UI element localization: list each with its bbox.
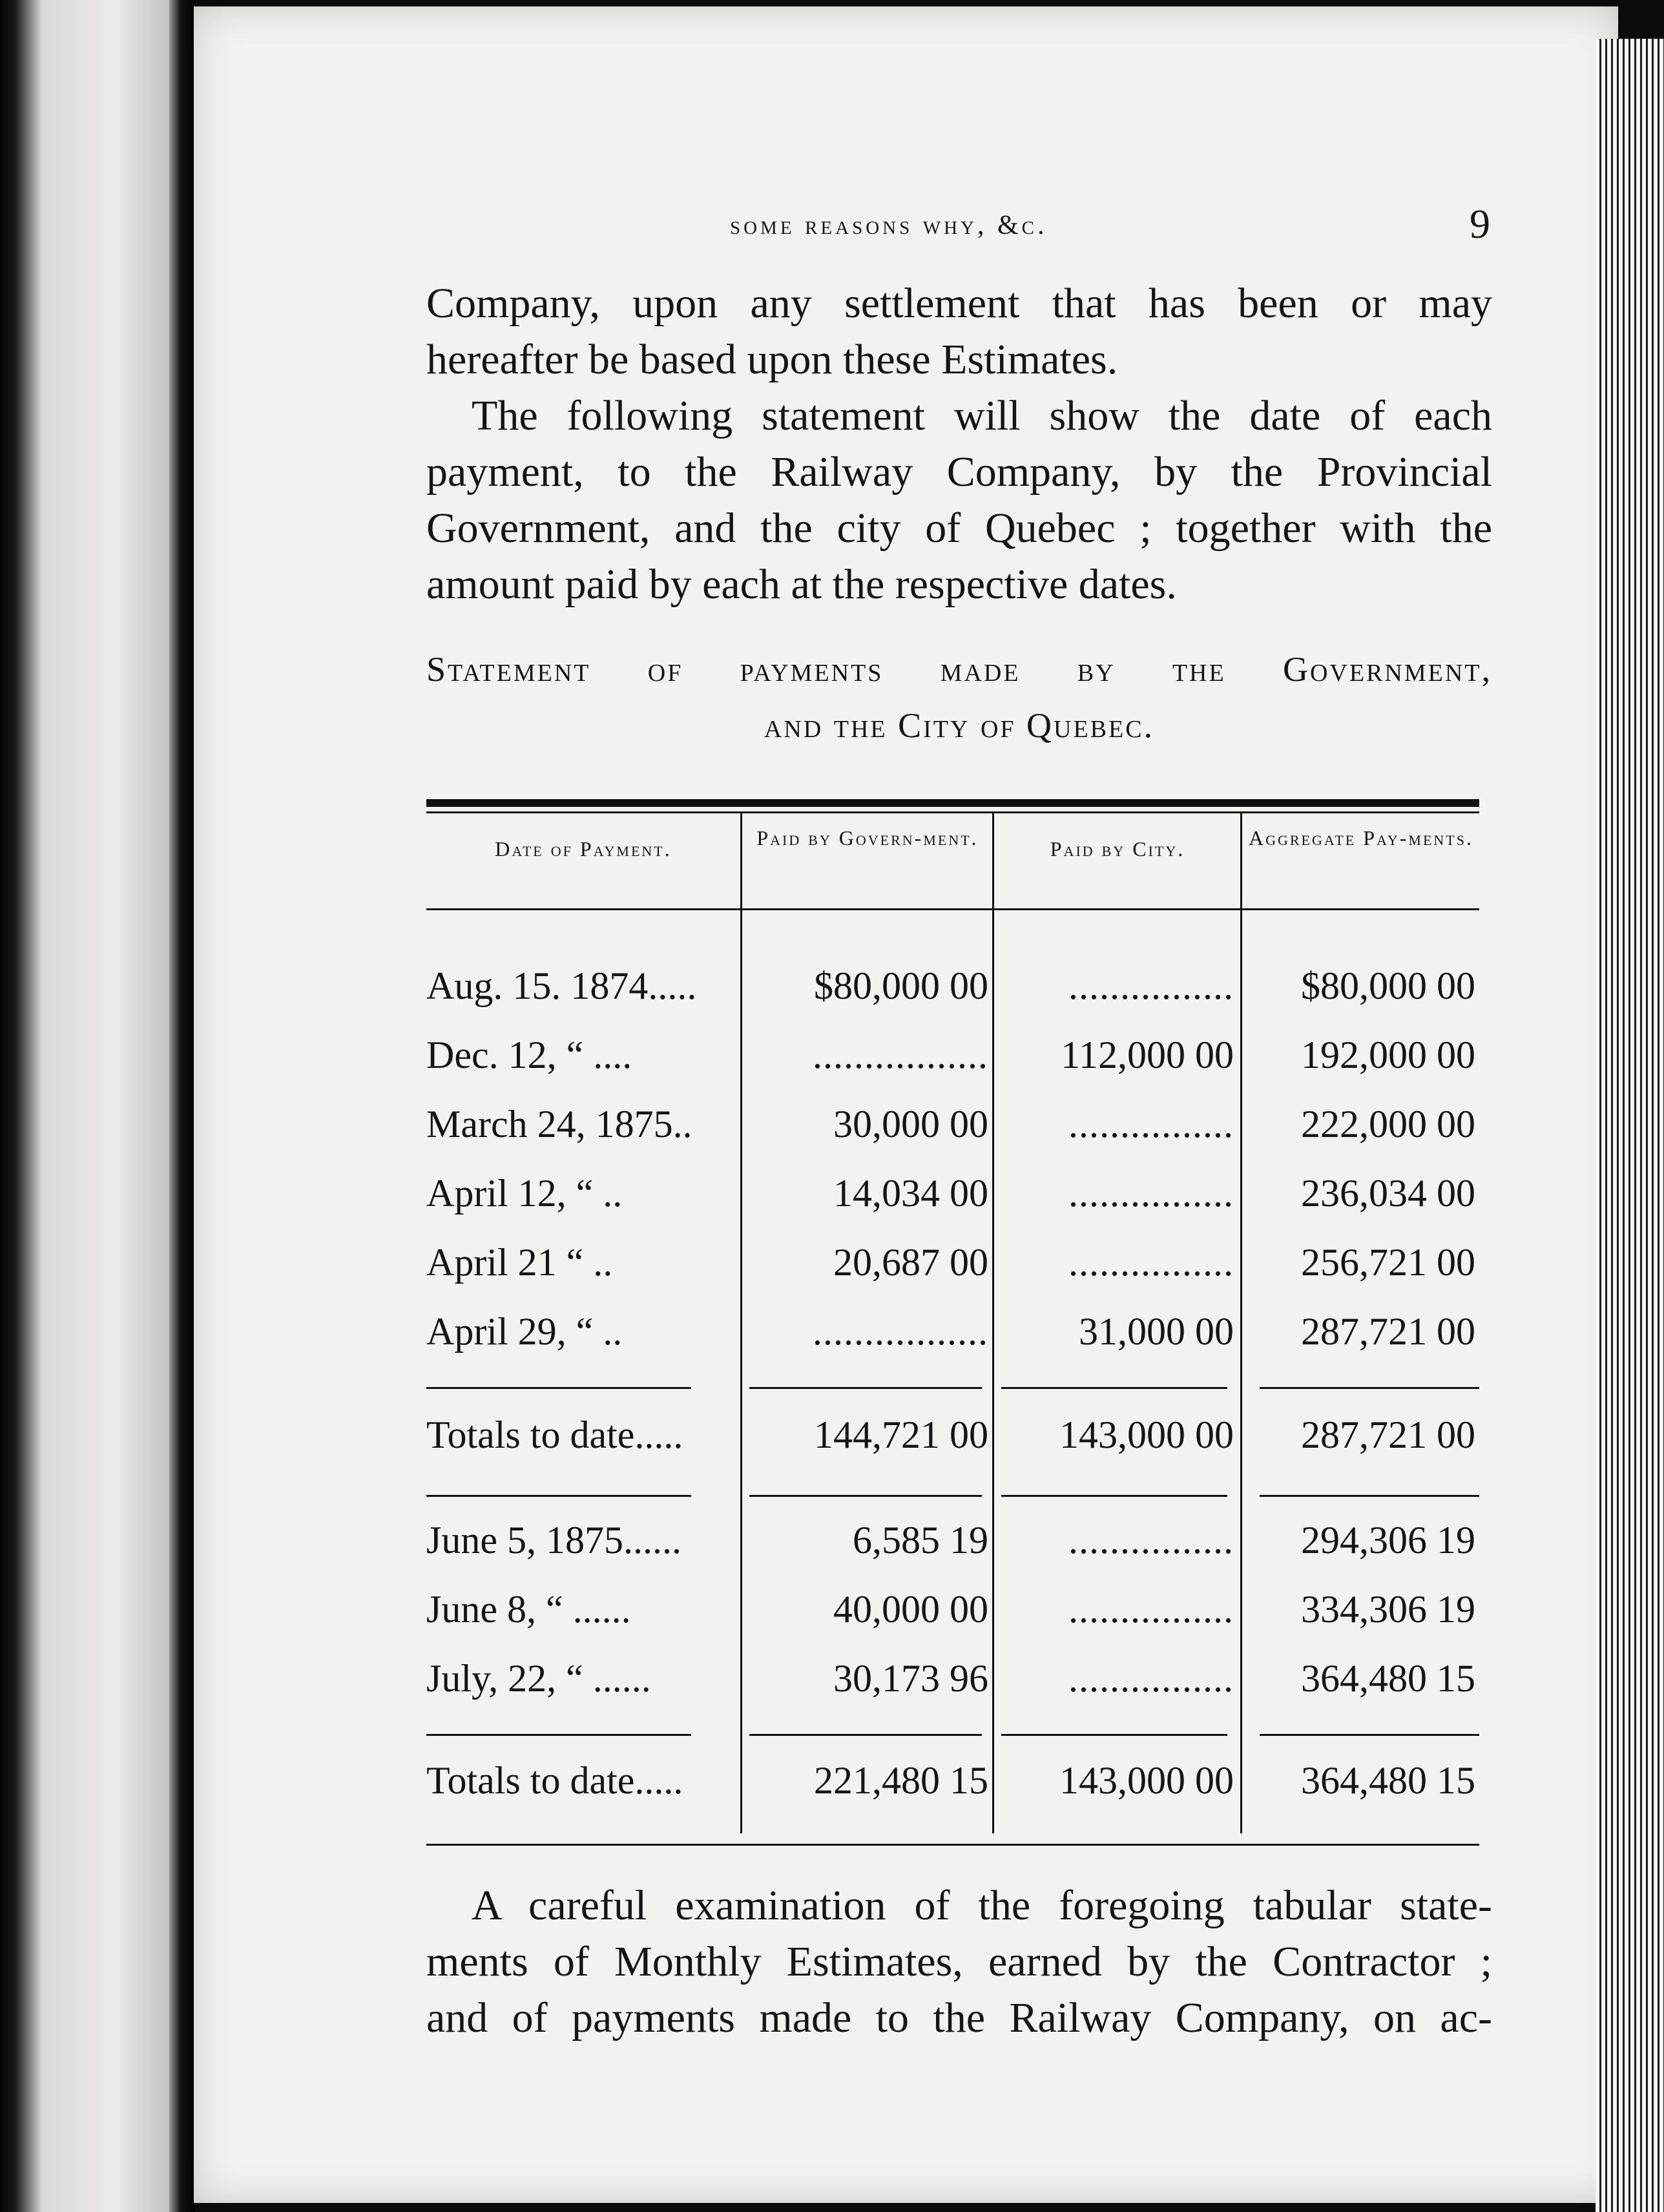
- total-row: [426, 1758, 1479, 1823]
- book-spine: [169, 0, 195, 2212]
- header-city: Paid by City.: [1050, 837, 1185, 861]
- separator-rule: [1001, 1734, 1227, 1736]
- table-row: [426, 1033, 1479, 1098]
- separator-rule: [1001, 1387, 1227, 1389]
- separator-rule: [749, 1495, 982, 1497]
- table-top-thin-rule: [426, 811, 1479, 813]
- cell-aggregate: 287,721 00: [1301, 1310, 1475, 1353]
- cell-city: ................: [1068, 1103, 1234, 1145]
- header-rule: [426, 908, 1479, 910]
- table-row: [426, 1656, 1479, 1721]
- header-date: Date of Payment.: [495, 837, 672, 861]
- separator-rule: [426, 1387, 691, 1389]
- cell-city: ................: [1068, 1241, 1234, 1284]
- cell-aggregate: 287,721 00: [1301, 1414, 1475, 1456]
- cell-government: 144,721 00: [814, 1414, 988, 1456]
- cell-government: 30,000 00: [833, 1103, 988, 1145]
- cell-city: 112,000 00: [1061, 1034, 1234, 1076]
- cell-aggregate: 294,306 19: [1301, 1519, 1475, 1561]
- table-row: [426, 1309, 1479, 1374]
- cell-aggregate: 334,306 19: [1301, 1588, 1475, 1631]
- separator-rule: [1260, 1734, 1479, 1736]
- table-bottom-rule: [426, 1844, 1479, 1846]
- cell-date: Dec. 12, “ ....: [426, 1034, 632, 1076]
- cell-city: ................: [1068, 1657, 1234, 1700]
- cell-government: .................: [813, 1034, 988, 1076]
- cell-date: Totals to date.....: [426, 1759, 683, 1802]
- intro-line: Company, upon any settlement that has been or may: [426, 280, 1492, 327]
- cell-date: July, 22, “ ......: [426, 1657, 651, 1700]
- cell-date: June 8, “ ......: [426, 1588, 631, 1631]
- table-caption-line-1: Statement of payments made by the Government,: [426, 650, 1492, 689]
- cell-city: ................: [1068, 1172, 1234, 1215]
- page-number: 9: [1470, 201, 1490, 247]
- cell-date: April 29, “ ..: [426, 1310, 623, 1353]
- facing-page-edge: [0, 0, 191, 2212]
- payments-table: [426, 789, 1492, 1855]
- table-row: [426, 1102, 1479, 1167]
- header-aggregate: Aggregate Pay-ments.: [1249, 826, 1473, 850]
- intro-line: The following statement will show the date of each: [472, 392, 1492, 439]
- cell-city: 143,000 00: [1059, 1759, 1234, 1802]
- cell-government: 6,585 19: [853, 1519, 988, 1561]
- table-row: [426, 1240, 1479, 1305]
- cell-government: 221,480 15: [814, 1759, 988, 1802]
- cell-date: Aug. 15. 1874.....: [426, 965, 697, 1007]
- cell-aggregate: 364,480 15: [1301, 1759, 1475, 1802]
- cell-city: 31,000 00: [1079, 1310, 1234, 1353]
- separator-rule: [749, 1734, 982, 1736]
- cell-government: $80,000 00: [814, 965, 988, 1007]
- separator-rule: [1260, 1495, 1479, 1497]
- cell-government: 20,687 00: [833, 1241, 988, 1284]
- closing-line: and of payments made to the Railway Company, on ac-: [426, 1994, 1492, 2041]
- cell-city: ................: [1068, 1588, 1234, 1631]
- table-row: [426, 964, 1479, 1028]
- table-top-rule: [426, 799, 1479, 807]
- separator-rule: [1001, 1495, 1227, 1497]
- cell-government: .................: [813, 1310, 988, 1353]
- cell-aggregate: 364,480 15: [1301, 1657, 1475, 1700]
- cell-government: 30,173 96: [833, 1657, 988, 1700]
- cell-date: Totals to date.....: [426, 1414, 683, 1456]
- cell-government: 40,000 00: [833, 1588, 988, 1631]
- table-row: [426, 1587, 1479, 1652]
- cell-date: April 12, “ ..: [426, 1172, 623, 1215]
- cell-aggregate: 236,034 00: [1301, 1172, 1475, 1215]
- cell-government: 14,034 00: [833, 1172, 988, 1215]
- intro-line: payment, to the Railway Company, by the Provincial: [426, 448, 1492, 496]
- intro-line: amount paid by each at the respective dates.: [426, 561, 1177, 608]
- cell-date: March 24, 1875..: [426, 1103, 692, 1145]
- cell-date: April 21 “ ..: [426, 1241, 613, 1284]
- intro-line: Government, and the city of Quebec ; together with the: [426, 505, 1492, 552]
- table-row: [426, 1518, 1479, 1583]
- cell-city: ................: [1068, 965, 1234, 1007]
- page-fore-edge: [1596, 39, 1664, 2212]
- separator-rule: [426, 1734, 691, 1736]
- separator-rule: [1260, 1387, 1479, 1389]
- cell-city: 143,000 00: [1059, 1414, 1234, 1456]
- separator-rule: [426, 1495, 691, 1497]
- cell-city: ................: [1068, 1519, 1234, 1561]
- cell-date: June 5, 1875......: [426, 1519, 681, 1561]
- running-head: some reasons why, &c.: [730, 211, 1048, 240]
- cell-aggregate: 192,000 00: [1301, 1034, 1475, 1076]
- separator-rule: [749, 1387, 982, 1389]
- cell-aggregate: 256,721 00: [1301, 1241, 1475, 1284]
- cell-aggregate: $80,000 00: [1301, 965, 1475, 1007]
- table-row: [426, 1171, 1479, 1236]
- cell-aggregate: 222,000 00: [1301, 1103, 1475, 1145]
- table-caption-line-2: and the City of Quebec.: [764, 706, 1155, 745]
- closing-line: ments of Monthly Estimates, earned by the Contractor ;: [426, 1938, 1492, 1985]
- intro-line: hereafter be based upon these Estimates.: [426, 336, 1118, 383]
- closing-line: A careful examination of the foregoing tabular state-: [472, 1882, 1492, 1929]
- subtotal-row: [426, 1413, 1479, 1477]
- header-government: Paid by Govern-ment.: [756, 826, 979, 850]
